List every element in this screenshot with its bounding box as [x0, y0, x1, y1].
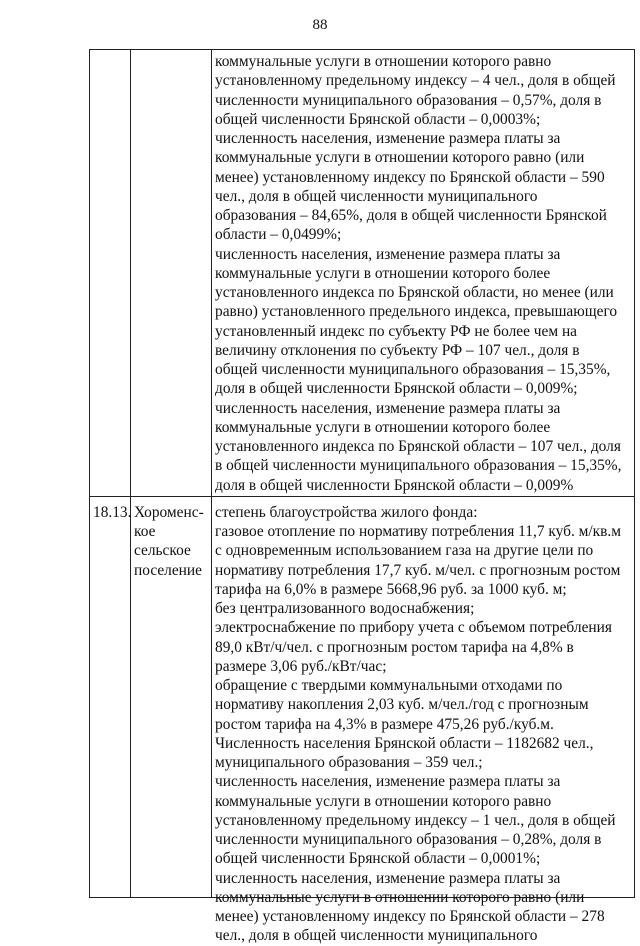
text-line: общей численности Брянской области – 0,0003%; [215, 110, 541, 128]
text-line: в общей численности муниципального образования – 15,35%, [215, 457, 622, 475]
text-line: области – 0,0499%; [215, 226, 342, 244]
text-line: численности муниципального образования – 0,57%, доля в [215, 91, 602, 109]
text-line: установленного индекса по Брянской области, но менее (или [215, 284, 614, 301]
text-line: Численность населения Брянской области – 1182682 чел., [215, 734, 594, 752]
text-line: общей численности Брянской области – 0,0001%; [215, 850, 541, 868]
text-line: нормативу накопления 2,03 куб. м/чел./год с прогнозным [215, 696, 589, 714]
text-line: численность населения, изменение размера платы за [215, 245, 561, 263]
text-line: газовое отопление по нормативу потребления 11,7 куб. м/кв.м [215, 523, 622, 540]
text-line: величину отклонения по субъекту РФ – 107 чел., доля в [215, 341, 580, 359]
table-row [90, 50, 635, 497]
settlement-name-cell [131, 50, 212, 497]
text-line: установленный индекс по субъекту РФ не более чем на [215, 322, 578, 340]
text-line: чел., доля в общей численности муниципального [215, 927, 538, 945]
text-line: 89,0 кВт/ч/чел. с прогнозным ростом тарифа на 4,8% в [215, 638, 574, 656]
text-line: размере 3,06 руб./кВт/час; [215, 657, 387, 675]
text-line: установленного индекса по Брянской области – 107 чел., доля [215, 438, 621, 455]
row-number: 18.13. [93, 503, 132, 521]
text-line: тарифа на 6,0% в размере 5668,96 руб. за 1000 куб. м; [215, 580, 567, 598]
text-line: установленному предельному индексу – 4 чел., доля в общей [215, 72, 616, 90]
text-line: образования – 84,65%, доля в общей численности Брянской [215, 207, 607, 224]
text-line: численность населения, изменение размера платы за [215, 869, 561, 887]
text-line: равно) установленного предельного индекса, превышающего [215, 303, 618, 321]
settlement-name-line: кое [134, 523, 156, 540]
text-line: доля в общей численности Брянской области – 0,009%; [215, 380, 578, 398]
text-line: коммунальные услуги в отношении которого равно [215, 792, 552, 810]
document-table [89, 49, 635, 945]
table-row [90, 496, 635, 897]
row-number-cell [90, 496, 131, 897]
text-line: коммунальные услуги в отношении которого равно (или [215, 888, 585, 906]
settlement-name-line: поселение [134, 561, 202, 579]
text-line: степень благоустройства жилого фонда: [215, 503, 478, 521]
text-line: менее) установленному индексу по Брянской области – 590 [215, 168, 605, 186]
text-line: численность населения, изменение размера платы за [215, 130, 561, 147]
description-cell [212, 50, 635, 497]
text-line: установленному предельному индексу – 1 чел., доля в общей [215, 811, 616, 829]
text-line: общей численности муниципального образования – 15,35%, [215, 361, 611, 378]
text-line: с одновременным использованием газа на другие цели по [215, 542, 594, 560]
text-line: численности муниципального образования – 0,28%, доля в [215, 831, 602, 848]
text-line: муниципального образования – 359 чел.; [215, 754, 483, 771]
text-line: ростом тарифа на 4,3% в размере 475,26 руб./куб.м. [215, 715, 554, 733]
text-line: коммунальные услуги в отношении которого более [215, 418, 551, 436]
text-line: коммунальные услуги в отношении которого равно (или [215, 149, 585, 167]
text-line: электроснабжение по прибору учета с объемом потребления [215, 619, 612, 637]
description-cell [212, 496, 635, 945]
text-line: менее) установленному индексу по Брянской области – 278 [215, 908, 605, 925]
settlement-name-cell [131, 496, 212, 897]
text-line: коммунальные услуги в отношении которого более [215, 264, 551, 282]
settlement-name-line: Хороменс- [134, 503, 204, 521]
text-line: нормативу потребления 17,7 куб. м/чел. с прогнозным ростом [215, 561, 621, 579]
settlement-name-line: сельское [134, 542, 191, 560]
text-line: коммунальные услуги в отношении которого равно [215, 53, 552, 70]
text-line: численность населения, изменение размера платы за [215, 399, 561, 417]
text-line: численность населения, изменение размера платы за [215, 773, 561, 791]
text-line: без централизованного водоснабжения; [215, 600, 475, 617]
text-line: обращение с твердыми коммунальными отходами по [215, 677, 563, 694]
text-line: чел., доля в общей численности муниципального [215, 187, 538, 205]
text-line: доля в общей численности Брянской области – 0,009% [215, 476, 574, 494]
page-number: 88 [312, 17, 328, 33]
row-number-cell [90, 50, 131, 497]
